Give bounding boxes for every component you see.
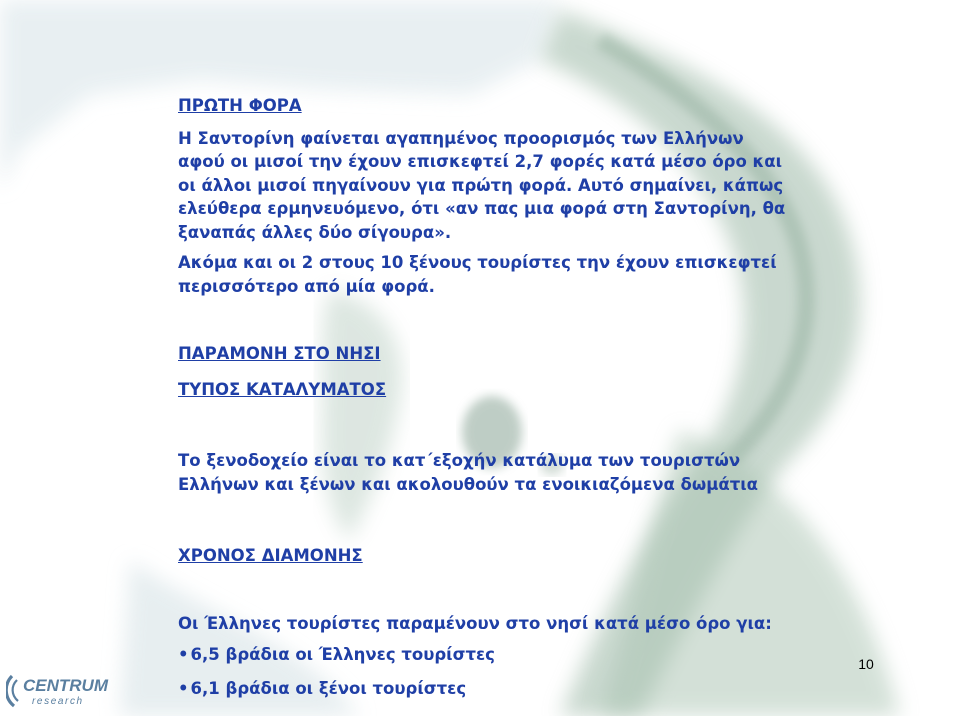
body-line: ελεύθερα ερμηνευόμενο, ότι «αν πας μια φορά στη Σαντορίνη, θα (178, 199, 786, 218)
body-line: αφού οι μισοί την έχουν επισκεφτεί 2,7 φορές κατά μέσο όρο και (178, 152, 783, 171)
bullet-item (178, 643, 828, 667)
bullet-text: 6,5 βράδια οι Έλληνες τουρίστες (190, 645, 495, 664)
body-line: οι άλλοι μισοί πηγαίνουν για πρώτη φορά. Αυτό σημαίνει, κάπως (178, 175, 784, 195)
accommodation-heading: ΤΥΠΟΣ ΚΑΤΑΛΥΜΑΤΟΣ (178, 379, 387, 399)
body-line: περισσότερο από μία φορά. (178, 276, 435, 296)
first-time-heading: ΠΡΩΤΗ ΦΟΡΑ (178, 96, 302, 115)
body-line: Ακόμα και οι 2 στους 10 ξένους τουρίστες την έχουν επισκεφτεί (178, 253, 777, 272)
bullet-item (178, 677, 828, 701)
duration-intro: Οι Έλληνες τουρίστες παραμένουν στο νησί κατά μέσο όρο για: (178, 613, 772, 633)
svg-text:research: research (32, 696, 84, 707)
body-line: Η Σαντορίνη φαίνεται αγαπημένος προορισμός των Ελλήνων (178, 128, 744, 148)
body-line: Το ξενοδοχείο είναι το κατ΄εξοχήν κατάλυμα των τουριστών (178, 451, 741, 470)
duration-heading: ΧΡΟΝΟΣ ΔΙΑΜΟΝΗΣ (178, 546, 363, 565)
stay-heading: ΠΑΡΑΜΟΝΗ ΣΤΟ ΝΗΣΙ (178, 344, 381, 363)
svg-text:CENTRUM: CENTRUM (23, 676, 108, 695)
body-line: Ελλήνων και ξένων και ακολουθούν τα ενοικιαζόμενα δωμάτια (178, 474, 758, 494)
slide-content (178, 94, 828, 700)
bullet-text: 6,1 βράδια οι ξένοι τουρίστες (190, 678, 467, 698)
centrum-research-logo (6, 668, 120, 712)
page-number: 10 (858, 656, 874, 672)
body-line: ξαναπάς άλλες δύο σίγουρα». (178, 222, 452, 242)
